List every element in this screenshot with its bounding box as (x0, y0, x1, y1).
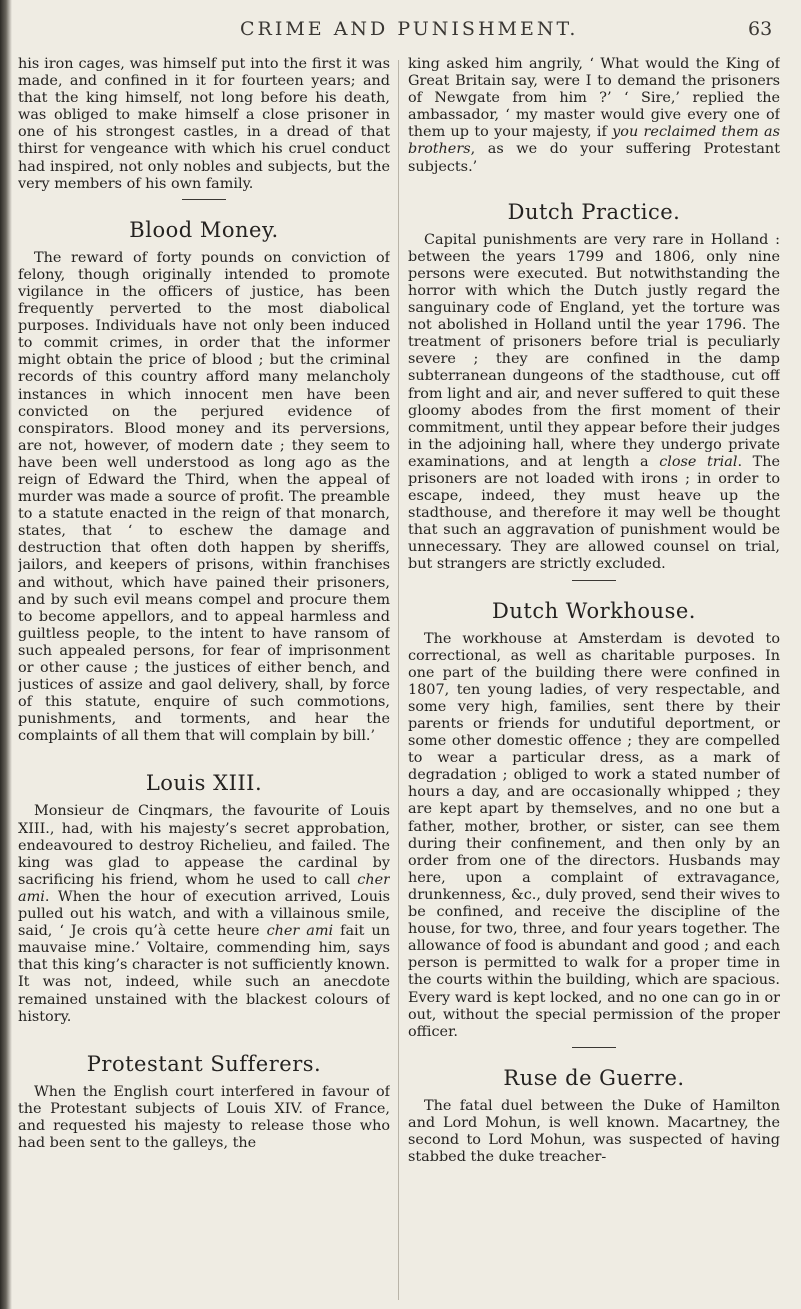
section-rule (182, 199, 226, 200)
section-rule (572, 1047, 616, 1048)
blood-money-paragraph: The reward of forty pounds on conviction of felony, though originally intended to promote vigilance in the officers of justice, has been frequently perverted to the most diabolical purposes. Individuals have not only been induced to commit crimes, in order that the informer might obtain the price of blood ; but the criminal records of this country afford many melancholy instances in which innocent men have been convicted on the perjured evidence of conspirators. Blood money and its perversions, are not, however, of modern date ; they seem to have been well understood as long ago as the reign of Edward the Third, when the appeal of murder was made a source of profit. The preamble to a statute enacted in the reign of that monarch, states, that ‘ to eschew the damage and destruction that often doth happen by sheriffs, jailors, and keepers of prisons, within franchises and without, which have pained their prisoners, and by such evil means compel and procure them to become appellors, and to appeal harmless and guiltless people, to the intent to have ransom of such appealed persons, for fear of imprisonment or other cause ; the justices of either bench, and justices of assize and gaol delivery, shall, by force of this statute, enquire of such commotions, punishments, and torments, and hear the complaints of all them that will complain by bill.’ (18, 249, 390, 745)
louis-cher-ami-1: cher ami (18, 871, 390, 905)
louis-text-3: fait un mauvaise mine.’ Voltaire, commending him, says that this king’s character is not sufficiently known. It was not, indeed, while such an anecdote remained unstained with the blackest colours of history. (18, 923, 390, 1025)
ruse-de-guerre-paragraph: The fatal duel between the Duke of Hamilton and Lord Mohun, is well known. Macartney, the second to Lord Mohun, was suspected of having stabbed the duke treacher- (408, 1097, 780, 1166)
section-rule (572, 580, 616, 581)
left-column (18, 56, 390, 1296)
heading-blood-money: Blood Money. (129, 217, 279, 242)
heading-dutch-practice: Dutch Practice. (507, 199, 681, 224)
louis-cher-ami-2: cher ami (266, 923, 334, 940)
page-number: 63 (748, 18, 773, 40)
running-head (0, 14, 801, 50)
right-intro-italic: you reclaimed them as brothers (408, 124, 780, 158)
heading-louis-xiii: Louis XIII. (145, 771, 263, 796)
column-divider (398, 60, 399, 1300)
louis-text-1: Monsieur de Cinqmars, the favourite of Louis XIII., had, with his majesty’s secret approbation, endeavoured to destroy Richelieu, and failed. The king was glad to appease the cardinal by sacrificing his friend, whom he used to call (18, 803, 390, 888)
dutch-practice-text-2: . The prisoners are not loaded with irons ; in order to escape, indeed, they must heave up the stadthouse, and therefore it may well be thought that such an aggravation of punishment would be unnecessary. They are allowed counsel on trial, but strangers are strictly excluded. (408, 453, 780, 573)
right-column (408, 56, 780, 1296)
louis-text-2: . When the hour of execution arrived, Louis pulled out his watch, and with a villainous smile, said, ‘ Je crois qu’à cette heure (18, 888, 390, 940)
dutch-practice-italic: close trial (659, 453, 738, 470)
heading-protestant-sufferers: Protestant Sufferers. (86, 1051, 322, 1076)
right-intro-text-1: king asked him angrily, ‘ What would the King of Great Britain say, were I to demand the prisoners of Newgate from him ?’ ‘ Sire,’ replied the ambassador, ‘ my master would give every one of them up to your majesty, if (408, 56, 780, 141)
page-binding-edge (0, 0, 12, 1309)
right-intro-paragraph (408, 56, 780, 176)
heading-ruse-de-guerre: Ruse de Guerre. (503, 1065, 685, 1090)
running-title: CRIME AND PUNISHMENT. (240, 18, 579, 40)
dutch-practice-paragraph (408, 232, 780, 574)
right-intro-text-2: , as we do your suffering Protestant subjects.’ (408, 141, 780, 175)
protestant-sufferers-paragraph: When the English court interfered in favour of the Protestant subjects of Louis XIV. of France, and requested his majesty to release those who had been sent to the galleys, the (18, 1083, 390, 1151)
heading-dutch-workhouse: Dutch Workhouse. (492, 598, 696, 623)
left-intro-paragraph: his iron cages, was himself put into the first it was made, and confined in it for fourteen years; and that the king himself, not long before his death, was obliged to make himself a close prisoner in one of his strongest castles, in a dread of that thirst for vengeance with which his cruel conduct had inspired, not only nobles and subjects, but the very members of his own family. (18, 56, 390, 192)
dutch-practice-text-1: Capital punishments are very rare in Holland : between the years 1799 and 1806, only nine persons were executed. But notwithstanding the horror with which the Dutch justly regard the sanguinary code of England, yet the torture was not abolished in Holland until the year 1796. The treatment of prisoners before trial is peculiarly severe ; they are confined in the damp subterranean dungeons of the stadthouse, cut off from light and air, and never suffered to quit these gloomy abodes from the first moment of their commitment, until they appear before their judges in the adjoining hall, where they undergo private examinations, and at length a (408, 231, 780, 470)
dutch-workhouse-paragraph: The workhouse at Amsterdam is devoted to correctional, as well as charitable purposes. In one part of the building there were confined in 1807, ten young ladies, of very respectable, and some very high, families, sent there by their parents or friends for undutiful deportment, or some other domestic offence ; they are compelled to wear a particular dress, as a mark of degradation ; obliged to work a stated number of hours a day, and are occasionally whipped ; they are kept apart by themselves, and no one but a father, mother, brother, or sister, can see them during their confinement, and then only by an order from one of the directors. Husbands may here, upon a complaint of extravagance, drunkenness, &c., duly proved, send their wives to be confined, and receive the discipline of the house, for two, three, and four years together. The allowance of food is abundant and good ; and each person is permitted to walk for a proper time in the courts within the building, which are spacious. Every ward is kept locked, and no one can go in or out, without the special permission of the proper officer. (408, 630, 780, 1040)
louis-xiii-paragraph (18, 803, 390, 1025)
